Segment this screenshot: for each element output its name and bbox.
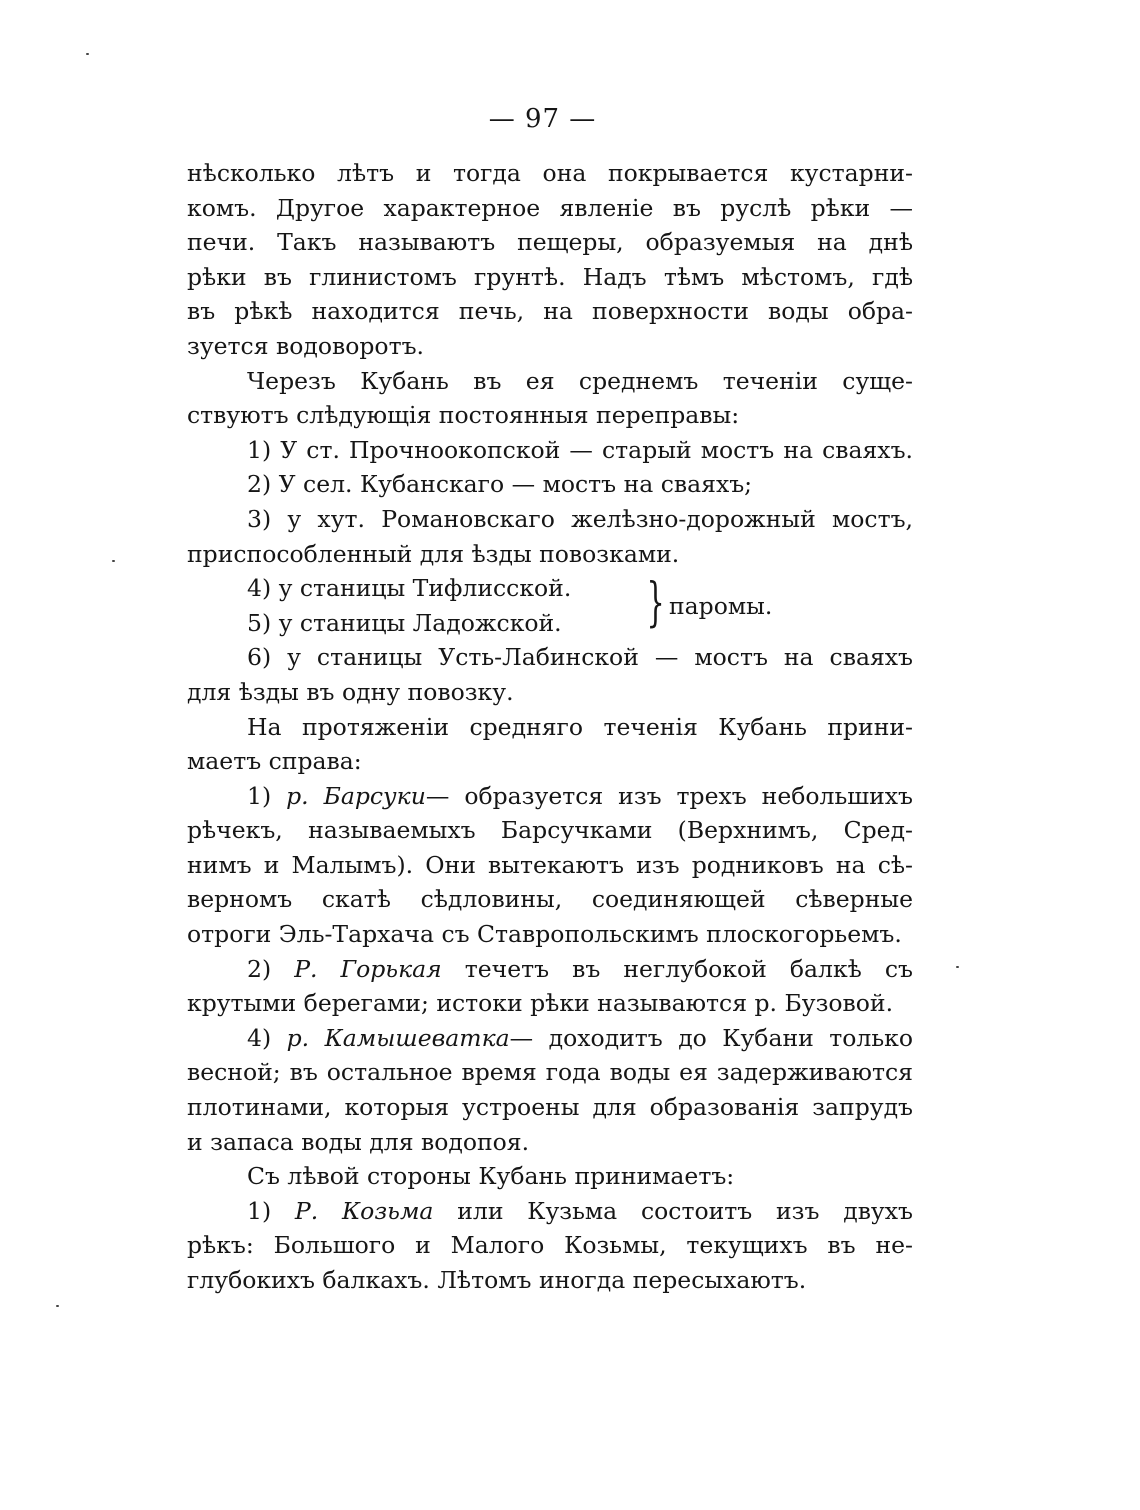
ferry-group (187, 571, 913, 640)
item-text: — образуется изъ трехъ небольшихъ (425, 781, 913, 810)
text-line: нѣсколько лѣтъ и тогда она покрывается кустарни- (187, 159, 913, 187)
text-line: плотинами, которыя устроены для образованія запрудъ (187, 1093, 913, 1122)
text-line: рѣкъ: Большого и Малого Козьмы, текущихъ въ не- (187, 1231, 913, 1260)
text-line: крутыми берегами; истоки рѣки называются р. Бузовой. (187, 989, 894, 1018)
text-line: въ рѣкѣ находится печь, на поверхности воды обра- (187, 297, 913, 326)
crossing-item: 5) у станицы Ладожской. (247, 608, 562, 637)
scan-speck (86, 53, 89, 55)
text-line: для ѣзды въ одну повозку. (187, 677, 514, 706)
crossing-item: 3) у хут. Романовскаго желѣзно-дорожный мостъ, (247, 504, 913, 533)
ferry-label: паромы. (669, 592, 773, 621)
item-text: — доходитъ до Кубани только (509, 1023, 913, 1052)
tributary-item (187, 1194, 913, 1229)
river-name: р. Камышеватка (286, 1023, 510, 1052)
crossing-item: 1) У ст. Прочноокопской — старый мостъ на сваяхъ. (247, 435, 913, 464)
river-name: Р. Горькая (294, 954, 442, 983)
item-number: 1) (247, 781, 272, 810)
item-text: или Кузьма состоитъ изъ двухъ (457, 1196, 913, 1225)
text-line: нимъ и Малымъ). Они вытекаютъ изъ родниковъ на сѣ- (187, 850, 913, 879)
item-number: 2) (247, 954, 272, 983)
text-line: Черезъ Кубань въ ея среднемъ теченіи суще- (247, 366, 913, 395)
text-line: и запаса воды для водопоя. (187, 1127, 530, 1156)
text-line: печи. Такъ называютъ пещеры, образуемыя на днѣ (187, 228, 913, 257)
tributary-item (187, 952, 913, 987)
text-line: глубокихъ балкахъ. Лѣтомъ иногда пересыхаютъ. (187, 1266, 807, 1294)
item-number: 1) (247, 1196, 272, 1225)
text-line: рѣки въ глинистомъ грунтѣ. Надъ тѣмъ мѣстомъ, гдѣ (187, 262, 913, 291)
text-line: рѣчекъ, называемыхъ Барсучками (Верхнимъ, Сред- (187, 816, 913, 845)
scan-speck (56, 1305, 59, 1307)
curly-brace: } (646, 573, 665, 634)
body-text (187, 156, 913, 1298)
crossing-item: 6) у станицы Усть-Лабинской — мостъ на сваяхъ (247, 643, 913, 672)
text-line: ствуютъ слѣдующія постоянныя переправы: (187, 401, 740, 430)
text-line: маетъ справа: (187, 747, 362, 776)
river-name: Р. Козьма (294, 1196, 434, 1225)
item-number: 4) (247, 1023, 272, 1052)
text-line: комъ. Другое характерное явленіе въ руслѣ рѣки — (187, 193, 913, 222)
scan-speck (956, 966, 959, 968)
text-line: весной; въ остальное время года воды ея задерживаются (187, 1058, 913, 1087)
text-line: зуется водоворотъ. (187, 331, 424, 360)
text-line: отроги Эль-Тархача съ Ставропольскимъ плоскогорьемъ. (187, 920, 902, 949)
item-text: течетъ въ неглубокой балкѣ съ (464, 954, 913, 983)
page-number: — 97 — (488, 104, 597, 134)
text-line: На протяженіи средняго теченія Кубань прини- (247, 712, 913, 741)
tributary-item (187, 779, 913, 814)
crossing-item: 4) у станицы Тифлисской. (247, 574, 572, 603)
scan-speck (112, 560, 115, 562)
text-line: приспособленный для ѣзды повозками. (187, 539, 680, 568)
crossing-item: 2) У сел. Кубанскаго — мостъ на сваяхъ; (247, 470, 753, 499)
text-line: верномъ скатѣ сѣдловины, соединяющей сѣверные (187, 885, 913, 914)
text-line: Съ лѣвой стороны Кубань принимаетъ: (247, 1162, 735, 1191)
tributary-item (187, 1021, 913, 1056)
river-name: р. Барсуки (286, 781, 426, 810)
